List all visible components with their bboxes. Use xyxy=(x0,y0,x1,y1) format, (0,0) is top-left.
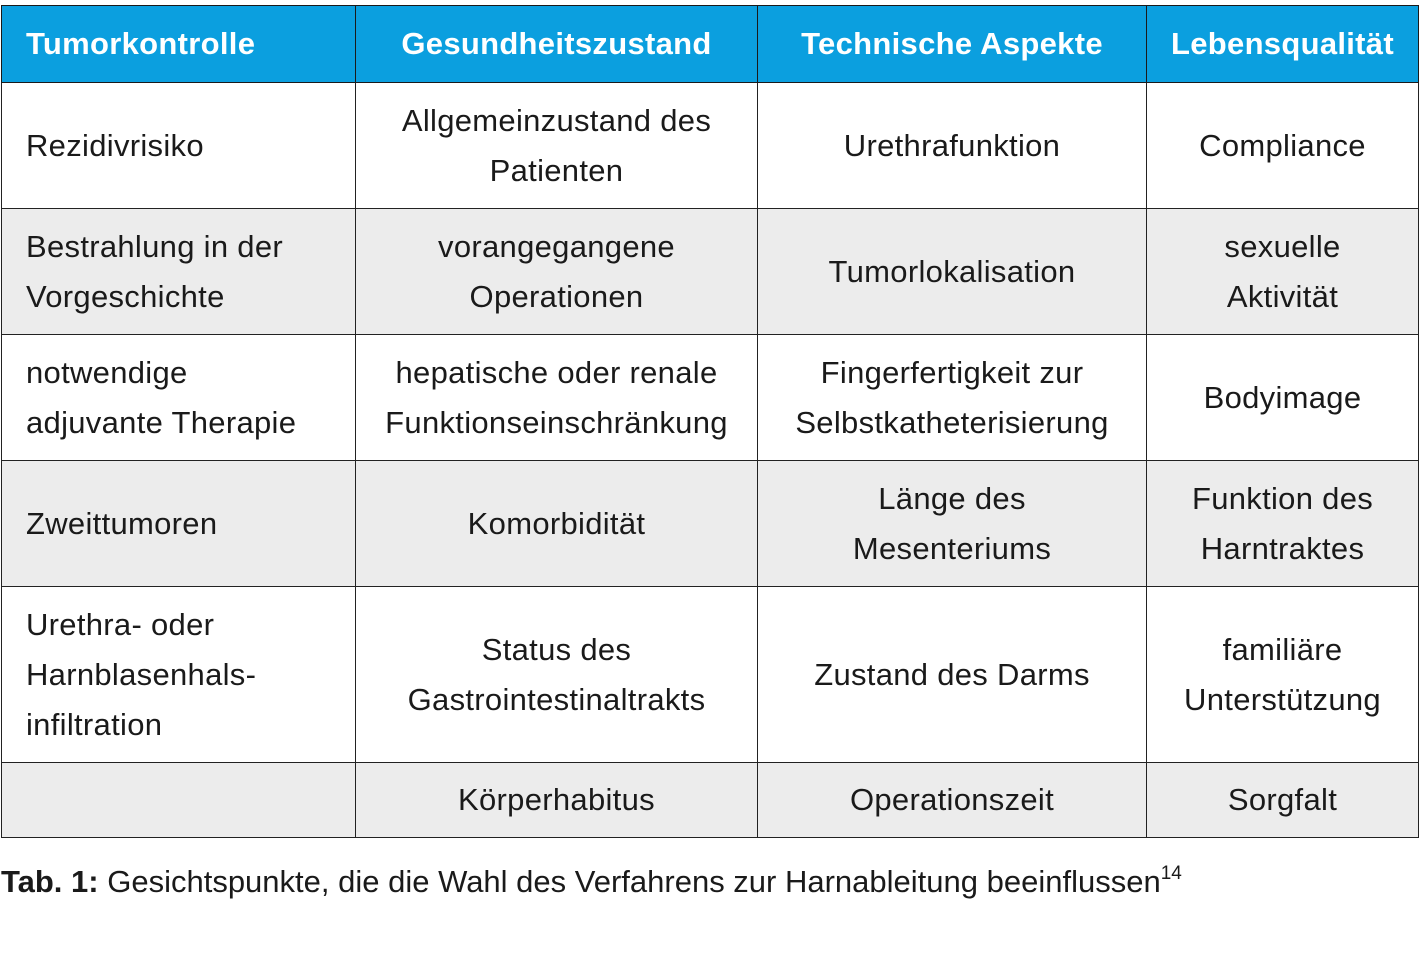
header-lebensqualitaet: Lebensqualität xyxy=(1147,6,1419,83)
table-cell xyxy=(356,587,758,763)
table-body xyxy=(2,83,1419,838)
table-row xyxy=(2,587,1419,763)
table-cell xyxy=(356,461,758,587)
cell-text-line: Fingerfertigkeit zur xyxy=(820,354,1084,390)
cell-text-line: Patienten xyxy=(489,152,624,188)
table-row xyxy=(2,335,1419,461)
table-cell xyxy=(2,763,356,838)
table-cell xyxy=(356,335,758,461)
cell-text-line: Zweittumoren xyxy=(26,505,218,541)
cell-text-line: Urethrafunktion xyxy=(843,127,1061,163)
table-cell xyxy=(1147,209,1419,335)
caption-label: Tab. 1: xyxy=(1,864,99,899)
table-cell xyxy=(2,335,356,461)
cell-text-line: Urethra- oder xyxy=(26,606,215,642)
cell-text-line: familiäre xyxy=(1222,631,1343,667)
criteria-table-container xyxy=(1,5,1418,838)
table-cell xyxy=(2,83,356,209)
table-cell xyxy=(758,209,1147,335)
cell-text-line: Harnblasenhals- xyxy=(26,656,257,692)
cell-text-line: sexuelle xyxy=(1224,228,1341,264)
header-tumorkontrolle: Tumorkontrolle xyxy=(2,6,356,83)
header-technische-aspekte: Technische Aspekte xyxy=(758,6,1147,83)
cell-text-line: Komorbidität xyxy=(467,505,646,541)
cell-text-line: Länge des xyxy=(878,480,1026,516)
cell-text-line: Sorgfalt xyxy=(1227,782,1338,817)
cell-text-line: Status des xyxy=(481,631,632,667)
cell-text-line: Operationen xyxy=(469,278,644,314)
table-cell xyxy=(1147,83,1419,209)
cell-text-line: Bestrahlung in der xyxy=(26,228,284,264)
cell-text-line: Rezidivrisiko xyxy=(26,127,204,163)
cell-text-line: Gastrointestinaltrakts xyxy=(407,681,706,717)
table-cell xyxy=(356,209,758,335)
table-cell xyxy=(758,83,1147,209)
table-caption xyxy=(1,858,1182,906)
cell-text-line: Operationszeit xyxy=(849,782,1055,817)
table-row xyxy=(2,209,1419,335)
table-cell xyxy=(1147,763,1419,838)
cell-text-line: Harntraktes xyxy=(1200,530,1365,566)
table-cell xyxy=(758,335,1147,461)
table-row xyxy=(2,461,1419,587)
cell-text-line: Compliance xyxy=(1199,127,1366,163)
cell-text-line: Unterstützung xyxy=(1184,681,1381,717)
caption-text: Gesichtspunkte, die die Wahl des Verfahrens zur Harnableitung beeinflussen xyxy=(98,864,1161,899)
table-cell xyxy=(356,763,758,838)
table-cell xyxy=(1147,461,1419,587)
table-cell xyxy=(1147,335,1419,461)
cell-text-line: infiltration xyxy=(26,706,163,742)
cell-text-line: hepatische oder renale xyxy=(395,354,718,390)
cell-text-line: Tumorlokalisation xyxy=(828,253,1076,289)
cell-text-line: Bodyimage xyxy=(1203,379,1362,415)
table-cell xyxy=(1147,587,1419,763)
cell-text-line: Zustand des Darms xyxy=(814,656,1090,692)
cell-text-line: Körperhabitus xyxy=(458,782,655,817)
cell-text-line: Aktivität xyxy=(1226,278,1339,314)
cell-text-line: Funktion des xyxy=(1191,480,1374,516)
table-row xyxy=(2,83,1419,209)
criteria-table xyxy=(1,5,1419,838)
caption-footnote: 14 xyxy=(1160,863,1182,884)
header-gesundheitszustand: Gesundheitszustand xyxy=(356,6,758,83)
cell-text-line: notwendige xyxy=(26,354,188,390)
table-cell xyxy=(2,587,356,763)
table-row xyxy=(2,763,1419,838)
cell-text-line: Funktionseinschränkung xyxy=(385,404,728,440)
cell-text-line: Vorgeschichte xyxy=(26,278,225,314)
cell-text-line: vorangegangene xyxy=(438,228,675,264)
table-header-row xyxy=(2,6,1419,83)
table-cell xyxy=(356,83,758,209)
cell-text-line: adjuvante Therapie xyxy=(26,404,297,440)
cell-text-line: Allgemeinzustand des xyxy=(401,102,712,138)
cell-text-line: Selbstkatheterisierung xyxy=(795,404,1109,440)
table-cell xyxy=(758,587,1147,763)
table-cell xyxy=(2,209,356,335)
table-cell xyxy=(2,461,356,587)
cell-text-line: Mesenteriums xyxy=(852,530,1052,566)
table-cell xyxy=(758,763,1147,838)
table-cell xyxy=(758,461,1147,587)
